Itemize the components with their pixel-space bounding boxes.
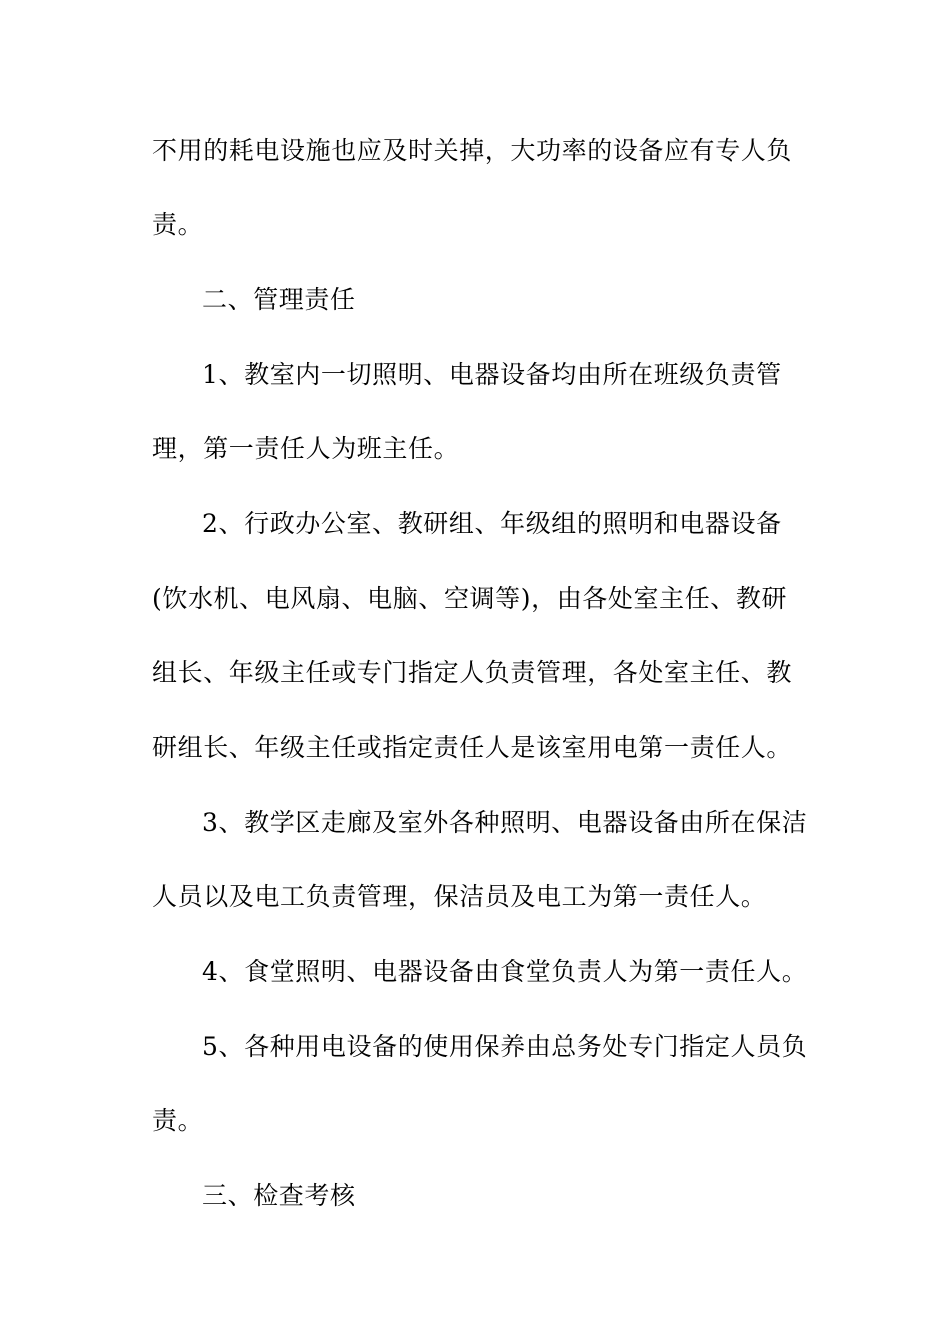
section-heading: 二、管理责任: [202, 285, 356, 314]
text-line: 理，第一责任人为班主任。: [152, 434, 460, 463]
text-line: 2、行政办公室、教研组、年级组的照明和电器设备: [202, 509, 782, 538]
text-line: 5、各种用电设备的使用保养由总务处专门指定人员负: [202, 1032, 808, 1061]
text-line: 3、教学区走廊及室外各种照明、电器设备由所在保洁: [202, 808, 808, 837]
text-line: 人员以及电工负责管理，保洁员及电工为第一责任人。: [152, 882, 767, 911]
text-line: 1、教室内一切照明、电器设备均由所在班级负责管: [202, 360, 782, 389]
section-heading: 三、检查考核: [202, 1181, 356, 1210]
text-line: 研组长、年级主任或指定责任人是该室用电第一责任人。: [152, 733, 793, 762]
text-line: 不用的耗电设施也应及时关掉，大功率的设备应有专人负: [152, 136, 793, 165]
text-line: 责。: [152, 1106, 204, 1135]
text-line: 责。: [152, 210, 204, 239]
text-line: 组长、年级主任或专门指定人负责管理，各处室主任、教: [152, 658, 793, 687]
text-line: 4、食堂照明、电器设备由食堂负责人为第一责任人。: [202, 957, 808, 986]
text-line: (饮水机、电风扇、电脑、空调等)，由各处室主任、教研: [152, 584, 788, 613]
